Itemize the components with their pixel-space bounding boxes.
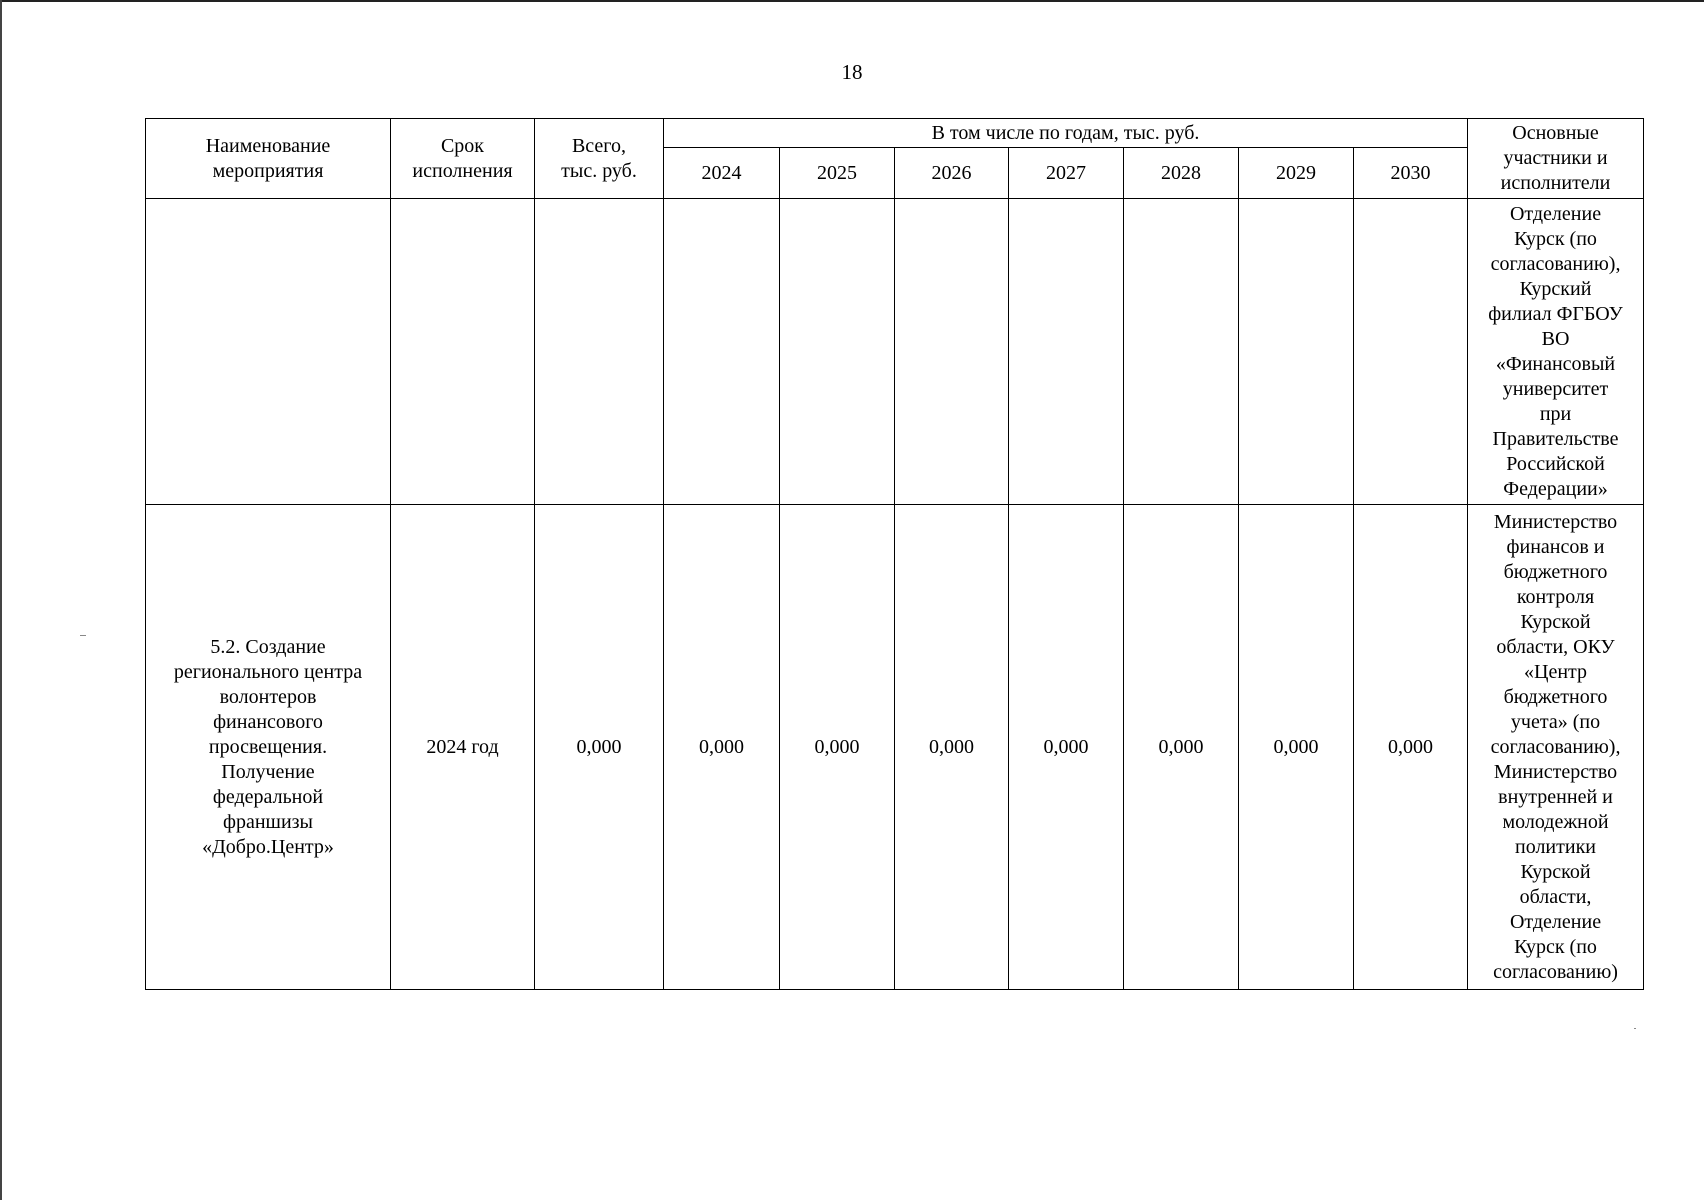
scan-border-top [0, 0, 1704, 2]
header-year: 2024 [664, 148, 780, 199]
cell-name [146, 505, 391, 990]
header-participants-cell [1468, 119, 1644, 199]
header-name-cell [146, 119, 391, 199]
header-total: Всего, тыс. руб. [561, 134, 637, 182]
cell-participants [1468, 505, 1644, 990]
cell-name [146, 199, 391, 505]
cell-year-2029: 0,000 [1239, 505, 1354, 990]
table-row [146, 199, 1644, 505]
cell-year-2030 [1354, 199, 1468, 505]
cell-year-2030: 0,000 [1354, 505, 1468, 990]
header-year: 2028 [1124, 148, 1239, 199]
cell-total [535, 199, 664, 505]
budget-table [145, 118, 1644, 990]
header-deadline-cell [391, 119, 535, 199]
header-name: Наименование мероприятия [205, 134, 331, 182]
header-year: 2026 [895, 148, 1009, 199]
cell-year-2025 [780, 199, 895, 505]
participants-text: Министерство финансов и бюджетного контроля Курской области, ОКУ «Центр бюджетного учета» (по согласованию), Министерство внутренней и молодежной политики Курской области, Отделение Курск (по согласованию) [1490, 510, 1621, 983]
cell-year-2024: 0,000 [664, 505, 780, 990]
cell-year-2028 [1124, 199, 1239, 505]
header-row [146, 119, 1644, 148]
cell-year-2026: 0,000 [895, 505, 1009, 990]
header-deadline: Срок исполнения [412, 134, 513, 182]
scan-speck [1634, 1028, 1636, 1029]
cell-year-2024 [664, 199, 780, 505]
cell-total: 0,000 [535, 505, 664, 990]
scan-border-left [0, 0, 2, 1200]
header-participants: Основные участники и исполнители [1500, 122, 1611, 194]
header-year: 2027 [1009, 148, 1124, 199]
cell-year-2027: 0,000 [1009, 505, 1124, 990]
cell-year-2029 [1239, 199, 1354, 505]
header-by-years: В том числе по годам, тыс. руб. [664, 119, 1468, 148]
scan-speck [80, 635, 86, 636]
cell-deadline: 2024 год [391, 505, 535, 990]
table-row [146, 505, 1644, 990]
cell-deadline [391, 199, 535, 505]
cell-year-2027 [1009, 199, 1124, 505]
cell-year-2028: 0,000 [1124, 505, 1239, 990]
header-total-cell [535, 119, 664, 199]
cell-year-2026 [895, 199, 1009, 505]
cell-participants [1468, 199, 1644, 505]
participants-text: Отделение Курск (по согласованию), Курский филиал ФГБОУ ВО «Финансовый университет при Правительстве Российской Федерации» [1488, 202, 1623, 500]
header-year: 2029 [1239, 148, 1354, 199]
page-number: 18 [841, 60, 863, 84]
header-year: 2025 [780, 148, 895, 199]
header-year: 2030 [1354, 148, 1468, 199]
activity-name: 5.2. Создание регионального центра волонтеров финансового просвещения. Получение федеральной франшизы «Добро.Центр» [173, 635, 363, 858]
cell-year-2025: 0,000 [780, 505, 895, 990]
